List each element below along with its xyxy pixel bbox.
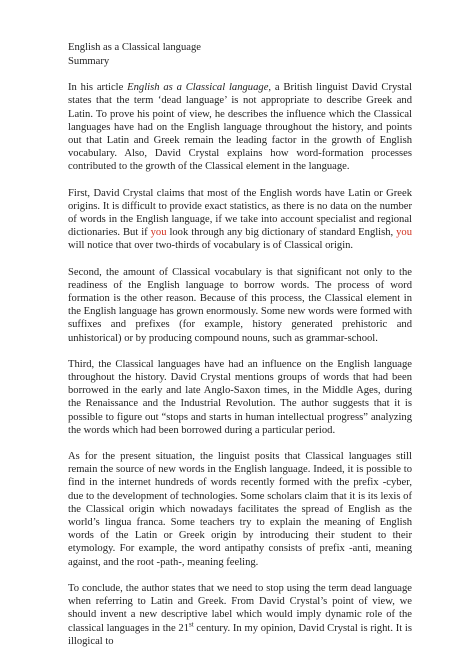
paragraph-third: Third, the Classical languages have had an influence on the English language throughout the history. David Crystal mentions groups of words that had been borrowed in the early and late Anglo-Saxon times, in the Middle Ages, during the Renaissance and the Industrial Revolution. The author suggests that it is possible to figure out “stops and starts in human intellectual progress” analyzing the words which had been borrowed during a particular period. — [68, 358, 412, 436]
paragraph-first-text-b: look through any big dictionary of standard English, — [166, 227, 397, 239]
paragraph-conclusion — [68, 582, 412, 648]
document-page — [68, 41, 412, 648]
document-title: English as a Classical language — [68, 42, 201, 53]
paragraph-second: Second, the amount of Classical vocabulary is that significant not only to the readiness of the English language to borrow words. The process of word formation is the other reason. Because of this process, the Classical element in the English language has grown enormously. Some new words were formed with suffixes and prefixes (for example, history generated prehistoric and unhistorical) or by producing compound nouns, such as grammar-school. — [68, 266, 412, 344]
document-heading — [68, 41, 412, 68]
paragraph-intro-text-a: In his article — [68, 82, 128, 94]
paragraph-intro-text-b: , a British linguist David Crystal states that the term ‘dead language’ is not appropriate to describe Greek and Latin. To prove his point of view, he describes the influence which the Classical languages have had on the English language throughout the history, and points out that Latin and Greek remain the leading factor in the growth of English vocabulary. Also, David Crystal explains how word-formation processes contributed to the growth of the Classical element in the language. — [68, 82, 413, 173]
highlighted-word: you — [396, 227, 413, 239]
paragraph-first — [68, 187, 412, 253]
paragraph-first-text-c: will notice that over two-thirds of vocabulary is of Classical origin. — [68, 240, 354, 252]
highlighted-word: you — [150, 227, 167, 239]
ordinal-suffix: st — [189, 619, 194, 628]
paragraph-present: As for the present situation, the linguist posits that Classical languages still remain the source of new words in the English language. Indeed, it is possible to find in the internet hundreds of words recently formed with the prefix -cyber, due to the development of technologies. Some scholars claim that it is its lexis of the Classical origin which nowadays facilitates the spread of English as the world’s lingua franca. Some teachers try to explain the meaning of English words of the Latin or Greek origin by introducing their student to their etymology. For example, the word antipathy consists of prefix -anti, meaning against, and the root -path-, meaning feeling. — [68, 451, 412, 568]
paragraph-conclusion-text-a: To conclude, the author states that we need to stop using the term dead language when referring to Latin and Greek. From David Crystal’s point of view, we should invent a new descriptive label which would imply dynamic role of the classical languages in the 21 — [68, 582, 412, 634]
paragraph-first-text-a: First, David Crystal claims that most of the English words have Latin or Greek origins. It is difficult to provide exact statistics, as there is no data on the number of words in the English language, if we take into account specialist and regional dictionaries. But if — [68, 187, 412, 239]
paragraph-intro — [68, 81, 412, 173]
paragraph-conclusion-text-b: century. In my opinion, David Crystal is right. It is illogical to — [68, 622, 413, 647]
article-title: English as a Classical language — [127, 82, 269, 94]
document-subtitle: Summary — [68, 55, 110, 67]
